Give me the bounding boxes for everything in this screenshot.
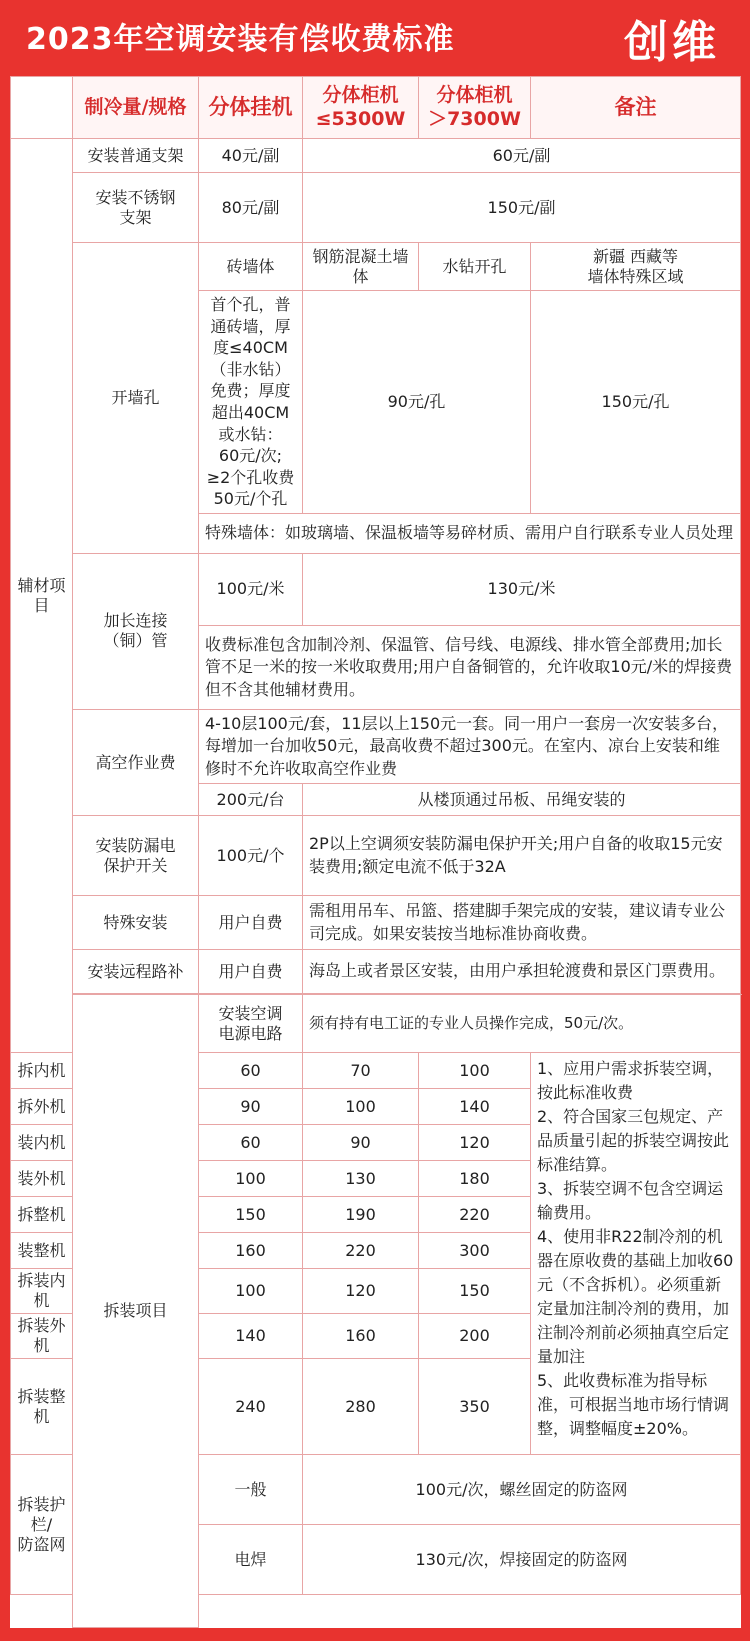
dismantle-cab1-price: 280: [303, 1359, 419, 1455]
hole-special-wall-note: 特殊墙体：如玻璃墙、保温板墙等易碎材质、需用户自行联系专业人员处理: [199, 513, 741, 553]
dismantle-wall-price: 100: [199, 1269, 303, 1314]
dismantle-wall-price: 100: [199, 1161, 303, 1197]
dismantle-cab2-price: 150: [419, 1269, 531, 1314]
leak-switch-note: 2P以上空调须安装防漏电保护开关;用户自备的收取15元安装费用;额定电流不低于32A: [303, 816, 741, 896]
dismantle-label: 拆装内机: [11, 1269, 73, 1314]
price-bracket-normal-cabinet: 60元/副: [303, 139, 741, 173]
dismantle-cab2-price: 140: [419, 1089, 531, 1125]
dismantle-wall-price: 150: [199, 1197, 303, 1233]
label-power-circuit: 安装空调 电源电路: [199, 995, 303, 1053]
price-pipe-cabinet: 130元/米: [303, 553, 741, 625]
page-title: 2023年空调安装有偿收费标准: [26, 22, 455, 57]
row-remote-travel: [11, 950, 741, 994]
dismantle-cab1-price: 160: [303, 1314, 419, 1359]
special-install-note: 需租用吊车、吊篮、搭建脚手架完成的安装，建议请专业公司完成。如果安装按当地标准协商收费。: [303, 896, 741, 950]
dismantle-wall-price: 90: [199, 1089, 303, 1125]
dismantle-wall-price: 60: [199, 1053, 303, 1089]
col-cabinet-small: 分体柜机 ≤5300W: [303, 77, 419, 139]
dismantle-label: 拆装外机: [11, 1314, 73, 1359]
high-work-note: 4-10层100元/套，11层以上150元一套。同一用户一套房一次安装多台，每增加一台加收50元，最高收费不超过300元。在室内、凉台上安装和维修时不允许收取高空作业费: [199, 709, 741, 783]
dismantle-cab2-price: 100: [419, 1053, 531, 1089]
dismantle-cab1-price: 120: [303, 1269, 419, 1314]
price-remote-travel: 用户自费: [199, 950, 303, 994]
dismantle-label: 装整机: [11, 1233, 73, 1269]
brand-logo-text: 创维: [624, 17, 720, 68]
dismantle-wall-price: 140: [199, 1314, 303, 1359]
row-power-circuit: [11, 995, 741, 1053]
dismantle-cab2-price: 180: [419, 1161, 531, 1197]
guard-type-weld: 电焊: [199, 1525, 303, 1595]
dismantle-cab1-price: 100: [303, 1089, 419, 1125]
hole-type-special: 新疆 西藏等 墙体特殊区域: [531, 243, 741, 291]
label-remote-travel: 安装远程路补: [73, 950, 199, 994]
label-wall-hole: 开墙孔: [73, 243, 199, 554]
label-high-work: 高空作业费: [73, 709, 199, 815]
dismantle-label: 拆整机: [11, 1197, 73, 1233]
price-pipe-wall: 100元/米: [199, 553, 303, 625]
col-wall-unit: 分体挂机: [199, 77, 303, 139]
hole-concrete-price: 90元/孔: [303, 291, 531, 514]
hole-type-brick: 砖墙体: [199, 243, 303, 291]
price-bracket-steel-wall: 80元/副: [199, 173, 303, 243]
dismantle-cab1-price: 190: [303, 1197, 419, 1233]
dismantle-cab2-price: 300: [419, 1233, 531, 1269]
col-spec: 制冷量/规格: [73, 77, 199, 139]
hole-type-drill: 水钻开孔: [419, 243, 531, 291]
row-high-work: [11, 709, 741, 783]
category-aux: 辅材项目: [11, 139, 73, 1053]
hole-brick-rule: 首个孔，普 通砖墙，厚 度≤40CM （非水钻） 免费；厚度 超出40CM 或水钻： 60元/次; ≥2个孔收费 50元/个孔: [199, 291, 303, 514]
label-special-install: 特殊安装: [73, 896, 199, 950]
price-bracket-normal-wall: 40元/副: [199, 139, 303, 173]
header-blank: [11, 77, 73, 139]
col-remark: 备注: [531, 77, 741, 139]
row-pipe: [11, 553, 741, 625]
label-bracket-steel: 安装不锈钢 支架: [73, 173, 199, 243]
row-special-install: [11, 896, 741, 950]
category-dismantle: 拆装项目: [73, 995, 199, 1628]
label-guard: 拆装护栏/ 防盗网: [11, 1455, 73, 1595]
high-work-price: 200元/台: [199, 784, 303, 816]
price-special-install: 用户自费: [199, 896, 303, 950]
dismantle-cab1-price: 90: [303, 1125, 419, 1161]
dismantle-label: 装外机: [11, 1161, 73, 1197]
dismantle-label: 拆内机: [11, 1053, 73, 1089]
guard-type-normal: 一般: [199, 1455, 303, 1525]
dismantle-wall-price: 240: [199, 1359, 303, 1455]
dismantle-cab2-price: 120: [419, 1125, 531, 1161]
dismantle-remarks: 1、应用户需求拆装空调，按此标准收费 2、符合国家三包规定、产品质量引起的拆装空调按此标准结算。 3、拆装空调不包含空调运输费用。 4、使用非R22制冷剂的机器在原收费的基础上加收60元（不含拆机）。必须重新定量加注制冷剂的费用，加注制冷剂前必须抽真空后定量加注 5、此收费标准为指导标准，可根据当地市场行情调整，调整幅度±20%。: [531, 1053, 741, 1455]
title-bar: [0, 0, 750, 75]
label-leak-switch: 安装防漏电 保护开关: [73, 816, 199, 896]
pipe-note: 收费标准包含加制冷剂、保温管、信号线、电源线、排水管全部费用;加长管不足一米的按一米收取费用;用户自备铜管的，允许收取10元/米的焊接费但不含其他辅材费用。: [199, 625, 741, 709]
label-bracket-normal: 安装普通支架: [73, 139, 199, 173]
dismantle-cab2-price: 220: [419, 1197, 531, 1233]
row-leak-switch: [11, 816, 741, 896]
guard-price-normal: 100元/次，螺丝固定的防盗网: [303, 1455, 741, 1525]
row-hole-types: [11, 243, 741, 291]
dismantle-cab2-price: 200: [419, 1314, 531, 1359]
hole-type-concrete: 钢筋混凝土墙体: [303, 243, 419, 291]
dismantle-cab1-price: 70: [303, 1053, 419, 1089]
guard-price-weld: 130元/次，焊接固定的防盗网: [303, 1525, 741, 1595]
dismantle-label: 装内机: [11, 1125, 73, 1161]
dismantle-wall-price: 60: [199, 1125, 303, 1161]
table-filler: [11, 1595, 741, 1628]
dismantle-label: 拆装整机: [11, 1359, 73, 1455]
hole-special-price: 150元/孔: [531, 291, 741, 514]
column-header-row: [11, 77, 741, 139]
dismantle-cab1-price: 130: [303, 1161, 419, 1197]
remote-travel-note: 海岛上或者景区安装，由用户承担轮渡费和景区门票费用。: [303, 950, 741, 994]
table-filler-cell: [11, 1595, 531, 1628]
price-leak-switch: 100元/个: [199, 816, 303, 896]
dismantle-cab1-price: 220: [303, 1233, 419, 1269]
row-bracket-steel: [11, 173, 741, 243]
price-bracket-steel-cabinet: 150元/副: [303, 173, 741, 243]
row-bracket-normal: [11, 139, 741, 173]
dismantle-label: 拆外机: [11, 1089, 73, 1125]
dismantle-wall-price: 160: [199, 1233, 303, 1269]
power-circuit-note: 须有持有电工证的专业人员操作完成，50元/次。: [303, 995, 741, 1053]
dismantle-cab2-price: 350: [419, 1359, 531, 1455]
high-work-method: 从楼顶通过吊板、吊绳安装的: [303, 784, 741, 816]
price-table: [10, 76, 741, 1628]
label-pipe: 加长连接 （铜）管: [73, 553, 199, 709]
col-cabinet-large: 分体柜机 ＞7300W: [419, 77, 531, 139]
